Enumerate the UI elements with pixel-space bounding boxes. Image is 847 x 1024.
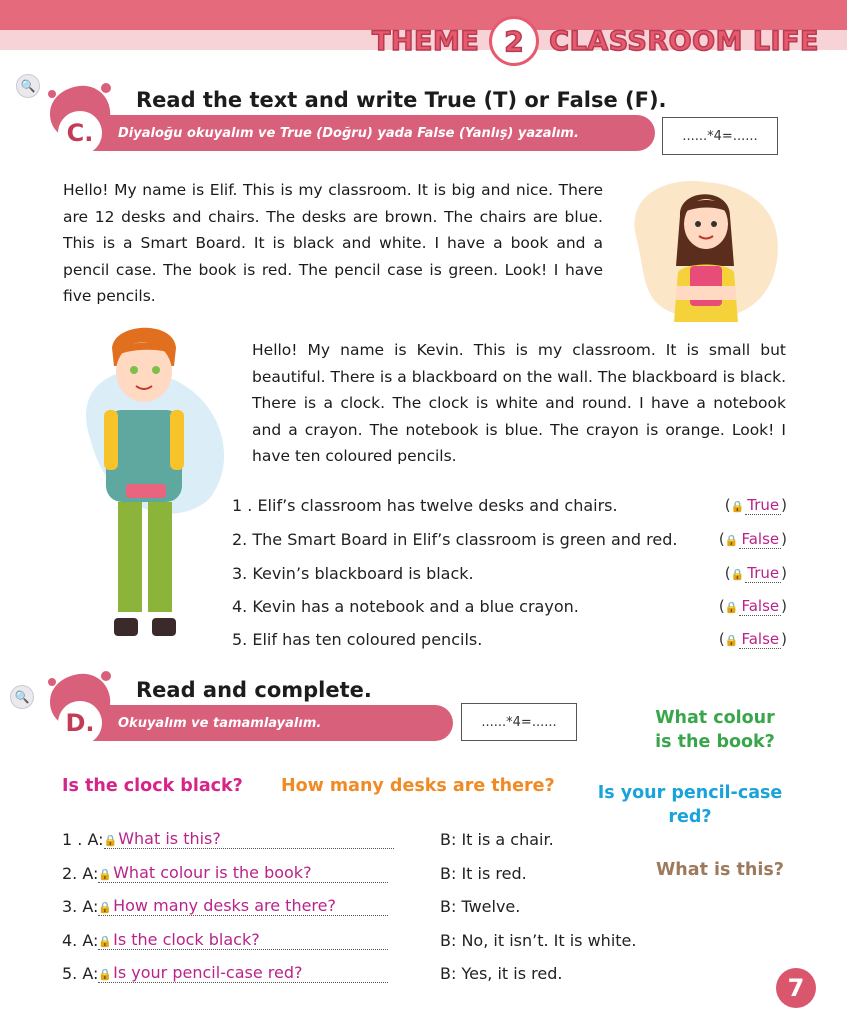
answer-slot[interactable]: (🔒 False ) <box>718 530 787 548</box>
lock-icon: 🔒 <box>98 868 113 881</box>
question-text: 5. Elif has ten coloured pencils. <box>232 629 483 649</box>
answer-value: False <box>741 630 780 648</box>
response-text: B: No, it isn’t. It is white. <box>440 930 637 950</box>
option-what-is-this: What is this? <box>656 860 784 880</box>
answer-value: What is this? <box>118 829 221 848</box>
badge-c: C. <box>58 111 102 155</box>
response-text: B: Yes, it is red. <box>440 963 563 983</box>
theme-word: THEME <box>372 25 480 57</box>
answer-slot[interactable] <box>98 863 388 883</box>
score-box-d[interactable]: ......*4=...... <box>461 703 577 741</box>
badge-d: D. <box>58 701 102 745</box>
answer-value: True <box>747 496 780 514</box>
kevin-paragraph: Hello! My name is Kevin. This is my classroom. It is small but beautiful. There is a blackboard on the wall. The blackboard is black. There is a clock. The clock is white and round. I have a notebook and a crayon. The notebook is blue. The crayon is orange. Look! I have ten coloured pencils. <box>252 341 786 465</box>
lock-icon: 🔒 <box>98 901 113 914</box>
answer-value: True <box>747 564 780 582</box>
option-what-colour: What colour is the book? <box>655 708 775 752</box>
zoom-icon[interactable]: 🔍 <box>10 685 34 709</box>
instruction-pill-c <box>92 115 655 151</box>
question-row <box>232 624 787 654</box>
lock-icon: 🔒 <box>730 500 745 513</box>
answer-value: Is the clock black? <box>113 930 260 949</box>
answer-slot[interactable] <box>104 829 394 849</box>
row-label: 3. A: <box>62 896 99 916</box>
answer-slot[interactable]: (🔒 True ) <box>724 564 787 582</box>
answer-value: False <box>741 530 780 548</box>
theme-title <box>372 18 819 64</box>
score-box-c[interactable]: ......*4=...... <box>662 117 778 155</box>
heading-c: Read the text and write True (T) or False (F). <box>136 88 667 112</box>
answer-value: How many desks are there? <box>113 896 336 915</box>
question-row <box>232 591 787 621</box>
answer-slot[interactable]: (🔒 False ) <box>718 630 787 648</box>
option-how-many: How many desks are there? <box>281 776 555 796</box>
lock-icon: 🔒 <box>98 935 113 948</box>
dialogue-row <box>62 958 562 988</box>
answer-value: What colour is the book? <box>113 863 312 882</box>
instruction-c: Diyaloğu okuyalım ve True (Doğru) yada False (Yanlış) yazalım. <box>118 125 579 141</box>
page-number: 7 <box>776 968 816 1008</box>
row-label: 2. A: <box>62 863 99 883</box>
heading-d: Read and complete. <box>136 678 372 702</box>
response-text: B: Twelve. <box>440 896 521 916</box>
question-text: 2. The Smart Board in Elif’s classroom is green and red. <box>232 529 678 549</box>
answer-slot[interactable]: (🔒 False ) <box>718 597 787 615</box>
question-row <box>232 524 787 554</box>
instruction-d: Okuyalım ve tamamlayalım. <box>118 715 322 731</box>
dialogue-row <box>62 891 520 921</box>
lock-icon: 🔒 <box>103 834 118 847</box>
question-text: 4. Kevin has a notebook and a blue crayon. <box>232 596 579 616</box>
theme-number: 2 <box>489 16 539 66</box>
answer-slot[interactable]: (🔒 True ) <box>724 496 787 514</box>
boy-illustration <box>70 318 230 646</box>
response-text: B: It is red. <box>440 863 527 883</box>
dialogue-row <box>62 824 554 854</box>
elif-paragraph: Hello! My name is Elif. This is my classroom. It is big and nice. There are 12 desks and chairs. The desks are brown. The chairs are blue. This is a Smart Board. It is black and white. I have a book and a pencil case. The book is red. The pencil case is green. Look! I have five pencils. <box>63 181 603 305</box>
option-clock: Is the clock black? <box>62 776 243 796</box>
answer-value: False <box>741 597 780 615</box>
answer-value: Is your pencil-case red? <box>113 963 303 982</box>
row-label: 1 . A: <box>62 829 104 849</box>
answer-slot[interactable] <box>98 930 388 950</box>
lock-icon: 🔒 <box>724 534 739 547</box>
instruction-pill-d <box>92 705 453 741</box>
lock-icon: 🔒 <box>98 968 113 981</box>
theme-name: CLASSROOM LIFE <box>549 25 819 57</box>
option-pencil-case: Is your pencil-case red? <box>597 783 783 827</box>
question-text: 3. Kevin’s blackboard is black. <box>232 563 474 583</box>
dialogue-row <box>62 925 636 955</box>
row-label: 5. A: <box>62 963 99 983</box>
question-text: 1 . Elif’s classroom has twelve desks and chairs. <box>232 495 618 515</box>
lock-icon: 🔒 <box>730 568 745 581</box>
dialogue-row <box>62 858 527 888</box>
response-text: B: It is a chair. <box>440 829 554 849</box>
question-row <box>232 490 787 520</box>
girl-illustration <box>626 176 784 322</box>
lock-icon: 🔒 <box>724 634 739 647</box>
answer-slot[interactable] <box>98 896 388 916</box>
question-row <box>232 558 787 588</box>
answer-slot[interactable] <box>98 963 388 983</box>
lock-icon: 🔒 <box>724 601 739 614</box>
row-label: 4. A: <box>62 930 99 950</box>
zoom-icon[interactable]: 🔍 <box>16 74 40 98</box>
